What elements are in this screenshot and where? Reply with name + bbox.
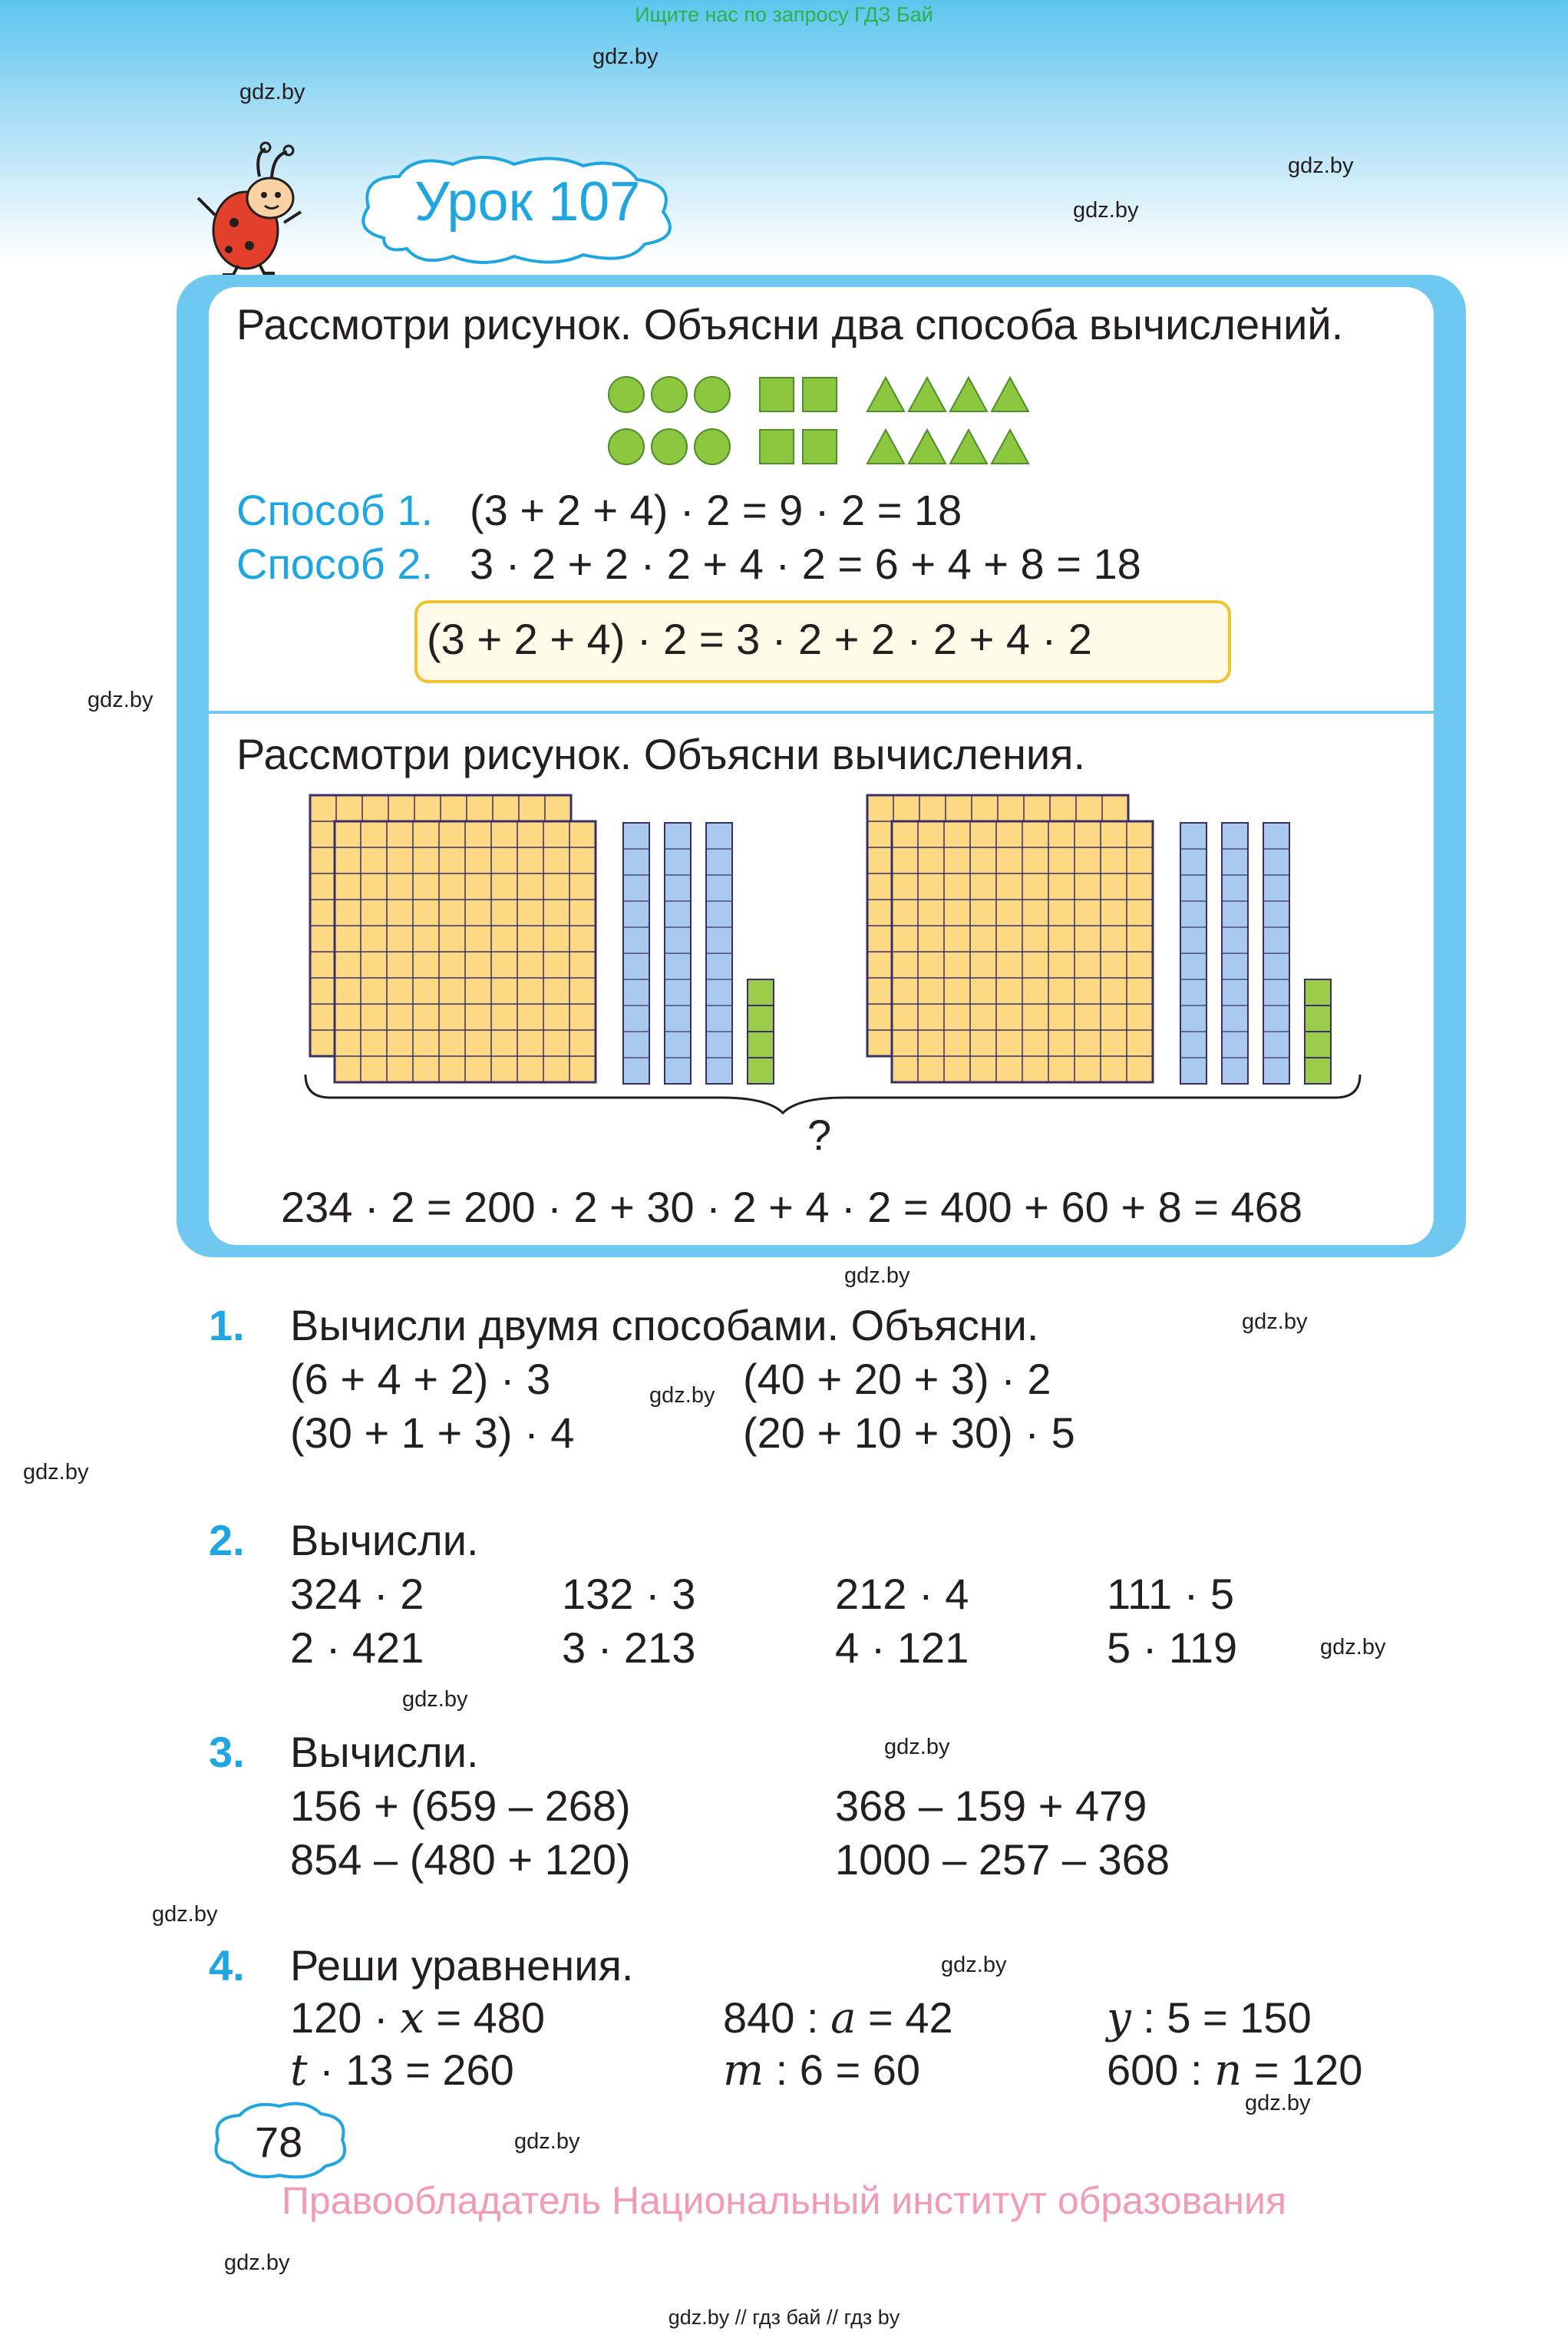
equation: m : 6 = 60 xyxy=(723,2046,921,2095)
task1-title: Вычисли двумя способами. Объясни. xyxy=(290,1301,1039,1349)
watermark: gdz.by xyxy=(239,80,305,104)
task1-item: (40 + 20 + 3) · 2 xyxy=(743,1355,1051,1403)
task1-item: (30 + 1 + 3) · 4 xyxy=(290,1408,575,1457)
task2-number: 2. xyxy=(209,1516,245,1564)
task4-title: Реши уравнения. xyxy=(290,1941,634,1990)
task2-item: 4 · 121 xyxy=(835,1623,969,1672)
triangles-group xyxy=(867,378,1028,464)
task2-item: 5 · 119 xyxy=(1107,1623,1238,1672)
unit-cube xyxy=(748,1058,774,1084)
example2-title: Рассмотри рисунок. Объясни вычисления. xyxy=(236,730,1086,778)
task4-number: 4. xyxy=(209,1941,245,1990)
watermark: gdz.by xyxy=(844,1263,910,1288)
footer: gdz.by // гдз бай // гдз by xyxy=(668,2306,900,2329)
unit-cube xyxy=(748,979,774,1006)
task2-item: 2 · 421 xyxy=(290,1623,424,1672)
task3-item: 854 – (480 + 120) xyxy=(290,1835,631,1884)
way1-expression: (3 + 2 + 4) · 2 = 9 · 2 = 18 xyxy=(470,486,962,534)
watermark: gdz.by xyxy=(87,688,153,712)
task2-item: 111 · 5 xyxy=(1107,1570,1235,1618)
watermark: gdz.by xyxy=(649,1383,715,1408)
example2-equation: 234 · 2 = 200 · 2 + 30 · 2 + 4 · 2 = 400 + 60 + 8 = 468 xyxy=(281,1183,1302,1231)
unit-cube xyxy=(748,1006,774,1032)
equation: 840 : a = 42 xyxy=(723,1993,953,2043)
equation: 600 : n = 120 xyxy=(1107,2046,1363,2095)
unit-cube xyxy=(1305,979,1331,1006)
way1-label: Способ 1. xyxy=(236,486,434,534)
watermark: gdz.by xyxy=(884,1735,950,1759)
equation: t · 13 = 260 xyxy=(290,2046,514,2095)
distributive-rule: (3 + 2 + 4) · 2 = 3 · 2 + 2 · 2 + 4 · 2 xyxy=(427,615,1092,663)
circles-group xyxy=(609,377,730,464)
task1-item: (6 + 4 + 2) · 3 xyxy=(290,1355,551,1403)
task2-item: 3 · 213 xyxy=(562,1623,696,1672)
equation: 120 · x = 480 xyxy=(290,1993,546,2043)
page-number: 78 xyxy=(255,2118,303,2166)
task3-item: 368 – 159 + 479 xyxy=(835,1782,1147,1830)
squares-group xyxy=(760,378,837,464)
task2-item: 212 · 4 xyxy=(835,1570,969,1618)
task3-title: Вычисли. xyxy=(290,1728,479,1776)
equation: y : 5 = 150 xyxy=(1107,1993,1312,2043)
top-note: Ищите нас по запросу ГДЗ Бай xyxy=(635,3,933,26)
watermark: gdz.by xyxy=(402,1687,468,1712)
unit-cube xyxy=(1305,1058,1331,1084)
example1-title: Рассмотри рисунок. Объясни два способа вычислений. xyxy=(236,300,1344,348)
watermark: gdz.by xyxy=(1073,198,1139,223)
watermark: gdz.by xyxy=(23,1460,89,1484)
watermark: gdz.by xyxy=(514,2129,580,2154)
example-divider xyxy=(209,711,1434,714)
watermark: gdz.by xyxy=(941,1953,1007,1977)
watermark: gdz.by xyxy=(152,1902,218,1927)
task2-title: Вычисли. xyxy=(290,1516,479,1564)
base-ten-blocks xyxy=(292,783,1366,1121)
task1-item: (20 + 10 + 30) · 5 xyxy=(743,1408,1075,1457)
unit-cube xyxy=(1305,1006,1331,1032)
unit-cube xyxy=(1305,1032,1331,1058)
watermark: gdz.by xyxy=(1242,1309,1308,1334)
task3-number: 3. xyxy=(209,1728,245,1776)
copyright: Правообладатель Национальный институт образования xyxy=(281,2179,1287,2222)
task2-item: 324 · 2 xyxy=(290,1570,424,1618)
task3-item: 1000 – 257 – 368 xyxy=(835,1835,1170,1884)
watermark: gdz.by xyxy=(1320,1635,1386,1659)
task2-item: 132 · 3 xyxy=(562,1570,696,1618)
task1-number: 1. xyxy=(209,1301,245,1349)
unit-cube xyxy=(748,1032,774,1058)
watermark: gdz.by xyxy=(1245,2091,1311,2115)
watermark: gdz.by xyxy=(224,2250,290,2275)
task3-item: 156 + (659 – 268) xyxy=(290,1782,631,1830)
ladybug-mascot xyxy=(192,138,307,276)
watermark: gdz.by xyxy=(593,45,659,69)
shapes-illustration xyxy=(606,372,1036,471)
lesson-title: Урок 107 xyxy=(414,171,641,233)
way2-label: Способ 2. xyxy=(236,540,434,588)
way2-expression: 3 · 2 + 2 · 2 + 4 · 2 = 6 + 4 + 8 = 18 xyxy=(470,540,1141,588)
question-mark: ? xyxy=(807,1111,832,1159)
watermark: gdz.by xyxy=(1288,154,1354,178)
